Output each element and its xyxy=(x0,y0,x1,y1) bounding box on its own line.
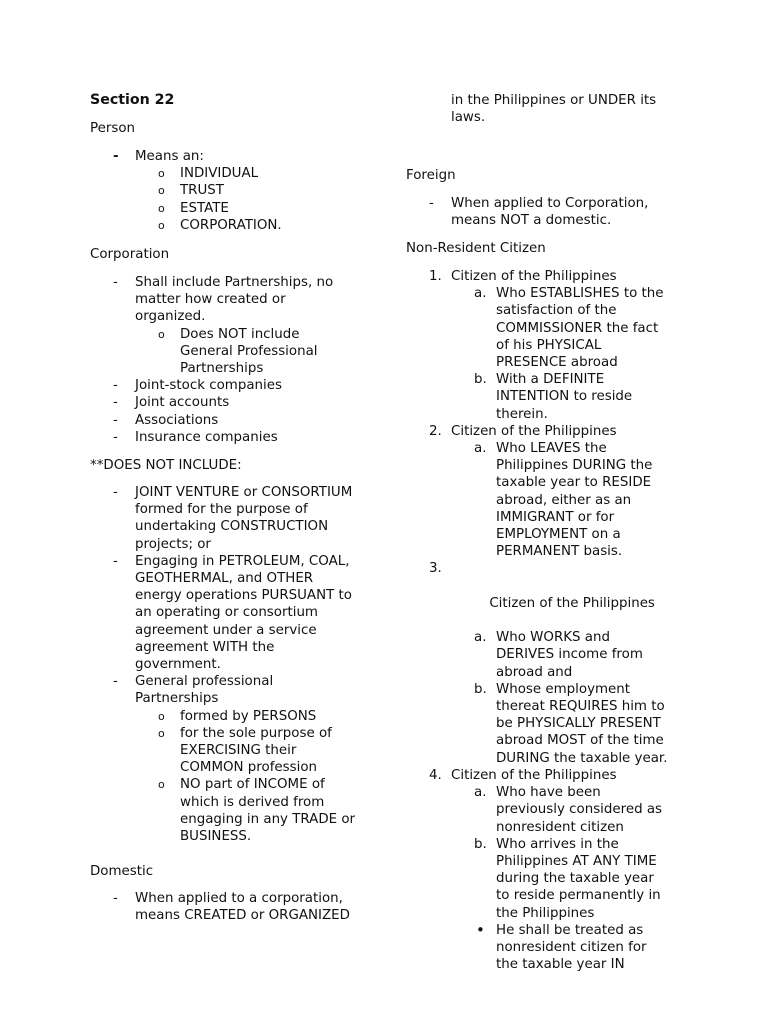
sub-list-item xyxy=(90,725,380,777)
line: abroad MOST of the time xyxy=(496,733,664,749)
sub-list-item xyxy=(90,776,380,845)
line: agreement WITH the xyxy=(135,639,275,655)
circle-bullet-icon: o xyxy=(158,778,165,792)
line: abroad and xyxy=(496,664,573,680)
line: engaging in any TRADE or xyxy=(180,811,356,827)
list-item-text: Joint accounts xyxy=(135,395,230,411)
heading-corporation: Corporation xyxy=(90,247,170,262)
line: matter how created or xyxy=(135,292,286,308)
line: COMMON profession xyxy=(180,760,318,776)
non-resident-list xyxy=(406,268,686,973)
lettered-item xyxy=(406,371,686,423)
sub-list-item xyxy=(90,217,380,234)
line: EMPLOYMENT on a xyxy=(496,527,621,543)
letter-marker: a. xyxy=(474,785,487,801)
sub-item-text: ESTATE xyxy=(180,200,229,216)
line: projects; or xyxy=(135,536,211,552)
line: JOINT VENTURE or CONSORTIUM xyxy=(135,485,353,500)
dash-marker: - xyxy=(113,429,118,445)
lettered-item xyxy=(406,440,686,560)
letter-marker: b. xyxy=(474,836,487,852)
line: therein. xyxy=(496,406,548,422)
foreign-list xyxy=(406,195,686,229)
line: He shall be treated as xyxy=(496,922,644,938)
dash-marker: - xyxy=(113,891,118,906)
line: IMMIGRANT or for xyxy=(496,509,615,525)
line: Philippines AT ANY TIME xyxy=(496,853,657,869)
sub-list-item xyxy=(90,182,380,199)
list-item-text: Joint-stock companies xyxy=(135,378,282,394)
line: NO part of INCOME of xyxy=(180,777,325,793)
line: formed for the purpose of xyxy=(135,502,308,518)
circle-bullet-icon: o xyxy=(158,201,165,215)
line: General Professional xyxy=(180,343,318,359)
line: DERIVES income from xyxy=(496,647,643,663)
section-title: Section 22 xyxy=(90,92,175,108)
heading-foreign: Foreign xyxy=(406,168,456,183)
lettered-item xyxy=(406,836,686,922)
line: Whose employment xyxy=(496,681,631,697)
list-item xyxy=(90,673,380,707)
line: which is derived from xyxy=(180,794,325,810)
sub-list-item xyxy=(90,200,380,217)
sub-list-item xyxy=(90,708,380,725)
line: General professional xyxy=(135,674,274,690)
line: Who ESTABLISHES to the xyxy=(496,286,664,302)
line: an operating or consortium xyxy=(135,605,318,621)
line: the taxable year IN xyxy=(496,957,625,973)
list-item xyxy=(90,553,380,673)
line: Does NOT include xyxy=(180,326,300,342)
line: PERMANENT basis. xyxy=(496,544,623,560)
heading-non-resident-citizen: Non-Resident Citizen xyxy=(406,241,546,256)
heading-domestic: Domestic xyxy=(90,864,154,879)
line: With a DEFINITE xyxy=(496,372,605,388)
numbered-item-text: Citizen of the Philippines xyxy=(485,595,655,611)
line: for the sole purpose of xyxy=(180,725,332,741)
list-item xyxy=(90,412,380,429)
line: in the Philippines or UNDER its xyxy=(451,93,657,108)
sub-list-item xyxy=(90,165,380,182)
list-item xyxy=(90,890,380,924)
line: formed by PERSONS xyxy=(180,708,317,724)
circle-bullet-icon: o xyxy=(158,327,165,341)
circle-bullet-icon: o xyxy=(158,726,165,740)
number-marker: 2. xyxy=(429,423,442,439)
circle-bullet-icon: o xyxy=(158,709,165,723)
dash-marker: - xyxy=(113,485,118,500)
dash-marker: - xyxy=(429,196,434,211)
continuation-text xyxy=(406,92,686,126)
line: PRESENCE abroad xyxy=(496,355,618,371)
line: INTENTION to reside xyxy=(496,389,633,405)
line: Engaging in PETROLEUM, COAL, xyxy=(135,553,350,569)
domestic-list xyxy=(90,890,380,924)
list-item xyxy=(90,274,380,326)
number-marker: 3. xyxy=(429,561,442,577)
line: Partnerships xyxy=(135,691,219,707)
lettered-item xyxy=(406,629,686,681)
list-item xyxy=(90,484,380,553)
line: means NOT a domestic. xyxy=(451,213,612,229)
heading-person: Person xyxy=(90,121,135,136)
line: abroad, either as an xyxy=(496,492,632,508)
lettered-item xyxy=(406,285,686,371)
numbered-item-text: Citizen of the Philippines xyxy=(451,269,617,284)
list-item xyxy=(90,377,380,394)
line: When applied to a corporation, xyxy=(135,891,343,906)
sub-list-item xyxy=(90,326,380,378)
circle-bullet-icon: o xyxy=(158,167,165,181)
dot-bullet-icon: • xyxy=(476,920,485,939)
numbered-item xyxy=(406,767,686,784)
line: Who LEAVES the xyxy=(496,441,607,457)
list-item-text: Associations xyxy=(135,412,219,428)
line: previously considered as xyxy=(496,802,663,818)
line: undertaking CONSTRUCTION xyxy=(135,519,329,535)
line: be PHYSICALLY PRESENT xyxy=(496,716,661,732)
line: BUSINESS. xyxy=(180,829,252,845)
line: thereat REQUIRES him to xyxy=(496,699,665,715)
circle-bullet-icon: o xyxy=(158,218,165,232)
letter-marker: b. xyxy=(474,372,487,388)
line: Who WORKS and xyxy=(496,630,610,646)
dash-marker: - xyxy=(113,553,118,569)
line: GEOTHERMAL, and OTHER xyxy=(135,571,314,587)
line: Who arrives in the xyxy=(496,836,619,852)
dash-marker: - xyxy=(113,674,118,690)
dash-marker: - xyxy=(113,149,119,164)
line: COMMISSIONER the fact xyxy=(496,320,659,336)
line: taxable year to RESIDE xyxy=(496,475,652,491)
letter-marker: a. xyxy=(474,286,487,302)
corporation-list xyxy=(90,274,380,446)
letter-marker: a. xyxy=(474,441,487,457)
dash-marker: - xyxy=(113,395,118,411)
line: When applied to Corporation, xyxy=(451,196,649,211)
circle-bullet-icon: o xyxy=(158,184,165,198)
heading-does-not-include: **DOES NOT INCLUDE: xyxy=(90,458,242,473)
person-list xyxy=(90,148,380,234)
dash-marker: - xyxy=(113,412,118,428)
line: nonresident citizen xyxy=(496,819,624,835)
line: agreement under a service xyxy=(135,622,317,638)
dash-marker: - xyxy=(113,378,118,394)
line: the Philippines xyxy=(496,905,595,921)
lettered-item xyxy=(406,784,686,836)
list-item xyxy=(406,195,686,229)
numbered-item xyxy=(406,423,686,440)
line: means CREATED or ORGANIZED xyxy=(135,908,350,924)
list-item xyxy=(90,394,380,411)
line: Shall include Partnerships, no xyxy=(135,275,334,290)
line: laws. xyxy=(451,110,486,126)
does-not-include-list xyxy=(90,484,380,845)
line: Partnerships xyxy=(180,361,264,377)
sub-item-text: CORPORATION. xyxy=(180,217,282,233)
sub-item-text: TRUST xyxy=(180,183,224,199)
line: energy operations PURSUANT to xyxy=(135,588,352,604)
list-item-text: Means an: xyxy=(135,149,204,164)
lettered-item xyxy=(406,681,686,767)
numbered-item xyxy=(406,268,686,285)
line: EXERCISING their xyxy=(180,743,297,759)
number-marker: 4. xyxy=(429,767,442,783)
line: satisfaction of the xyxy=(496,303,617,319)
list-item xyxy=(90,148,380,165)
line: government. xyxy=(135,657,221,673)
dash-marker: - xyxy=(113,275,118,290)
list-item xyxy=(90,429,380,446)
line: Philippines DURING the xyxy=(496,458,653,474)
numbered-item xyxy=(406,560,686,629)
line: of his PHYSICAL xyxy=(496,337,602,353)
numbered-item-text: Citizen of the Philippines xyxy=(451,423,617,439)
letter-marker: a. xyxy=(474,630,487,646)
line: nonresident citizen for xyxy=(496,939,647,955)
line: organized. xyxy=(135,309,206,325)
number-marker: 1. xyxy=(429,269,442,284)
line: to reside permanently in xyxy=(496,888,661,904)
line: Who have been xyxy=(496,785,601,801)
letter-marker: b. xyxy=(474,681,487,697)
line: DURING the taxable year. xyxy=(496,750,668,766)
bullet-item xyxy=(406,922,686,974)
list-item-text: Insurance companies xyxy=(135,429,278,445)
line: during the taxable year xyxy=(496,871,654,887)
sub-item-text: INDIVIDUAL xyxy=(180,166,259,182)
numbered-item-text: Citizen of the Philippines xyxy=(451,767,617,783)
